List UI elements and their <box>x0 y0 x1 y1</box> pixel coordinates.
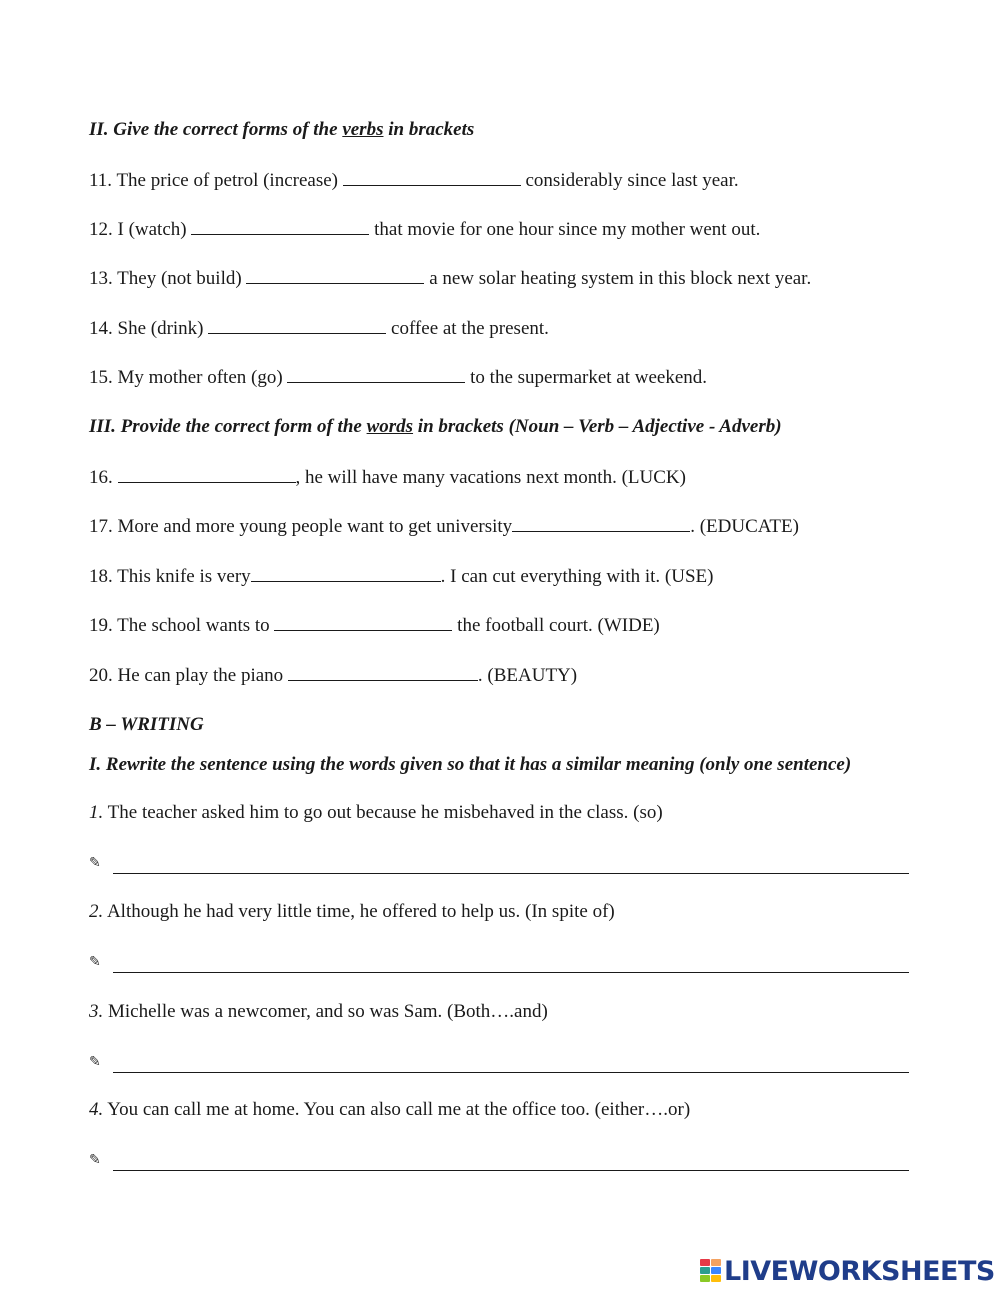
rewrite-answer-row-4 <box>89 1150 909 1174</box>
question-11: 11. The price of petrol (increase) considerably since last year. <box>89 170 739 191</box>
question-14: 14. She (drink) coffee at the present. <box>89 318 549 339</box>
question-17: 17. More and more young people want to get university . (EDUCATE) <box>89 516 799 537</box>
rewrite-question-2: 2. Although he had very little time, he offered to help us. (In spite of) <box>89 901 615 922</box>
section-3-heading: III. Provide the correct form of the words in brackets (Noun – Verb – Adjective - Adverb) <box>89 416 782 437</box>
answer-blank-14[interactable] <box>208 316 386 334</box>
answer-blank-15[interactable] <box>287 365 465 383</box>
answer-blank-18[interactable] <box>251 564 441 582</box>
logo-block <box>700 1259 710 1266</box>
answer-blank-11[interactable] <box>343 168 521 186</box>
rewrite-question-1: 1. The teacher asked him to go out because he misbehaved in the class. (so) <box>89 802 663 823</box>
question-12: 12. I (watch) that movie for one hour since my mother went out. <box>89 219 761 240</box>
rewrite-answer-line-4[interactable] <box>113 1170 909 1171</box>
answer-blank-17[interactable] <box>512 514 690 532</box>
rewrite-answer-line-2[interactable] <box>113 972 909 973</box>
question-13: 13. They (not build) a new solar heating system in this block next year. <box>89 268 812 289</box>
liveworksheets-logo <box>700 1256 995 1286</box>
rewrite-answer-line-1[interactable] <box>113 873 909 874</box>
rewrite-answer-row-3 <box>89 1052 909 1076</box>
answer-blank-19[interactable] <box>274 613 452 631</box>
question-15: 15. My mother often (go) to the supermarket at weekend. <box>89 367 708 388</box>
writing-instruction: I. Rewrite the sentence using the words given so that it has a similar meaning (only one sentence) <box>89 754 852 775</box>
answer-blank-16[interactable] <box>118 465 296 483</box>
rewrite-answer-line-3[interactable] <box>113 1072 909 1073</box>
logo-block <box>700 1267 710 1274</box>
logo-block <box>711 1259 721 1266</box>
pencil-icon: ✎ <box>89 855 101 871</box>
section-2-heading: II. Give the correct forms of the verbs in brackets <box>89 119 475 140</box>
logo-block <box>700 1275 710 1282</box>
answer-blank-12[interactable] <box>191 217 369 235</box>
logo-block <box>711 1275 721 1282</box>
logo-text: LIVEWORKSHEETS <box>724 1255 995 1287</box>
rewrite-question-4: 4. You can call me at home. You can also call me at the office too. (either….or) <box>89 1099 691 1120</box>
question-19: 19. The school wants to the football court. (WIDE) <box>89 615 660 636</box>
rewrite-answer-row-1 <box>89 853 909 877</box>
question-18: 18. This knife is very . I can cut everything with it. (USE) <box>89 566 714 587</box>
writing-title: B – WRITING <box>89 714 204 735</box>
answer-blank-13[interactable] <box>246 266 424 284</box>
logo-block <box>711 1267 721 1274</box>
pencil-icon: ✎ <box>89 1152 101 1168</box>
pencil-icon: ✎ <box>89 954 101 970</box>
liveworksheets-logo-icon <box>700 1259 722 1283</box>
rewrite-answer-row-2 <box>89 952 909 976</box>
question-20: 20. He can play the piano . (BEAUTY) <box>89 665 578 686</box>
pencil-icon: ✎ <box>89 1054 101 1070</box>
answer-blank-20[interactable] <box>288 663 478 681</box>
rewrite-question-3: 3. Michelle was a newcomer, and so was Sam. (Both….and) <box>89 1001 548 1022</box>
question-16: 16. , he will have many vacations next month. (LUCK) <box>89 467 686 488</box>
